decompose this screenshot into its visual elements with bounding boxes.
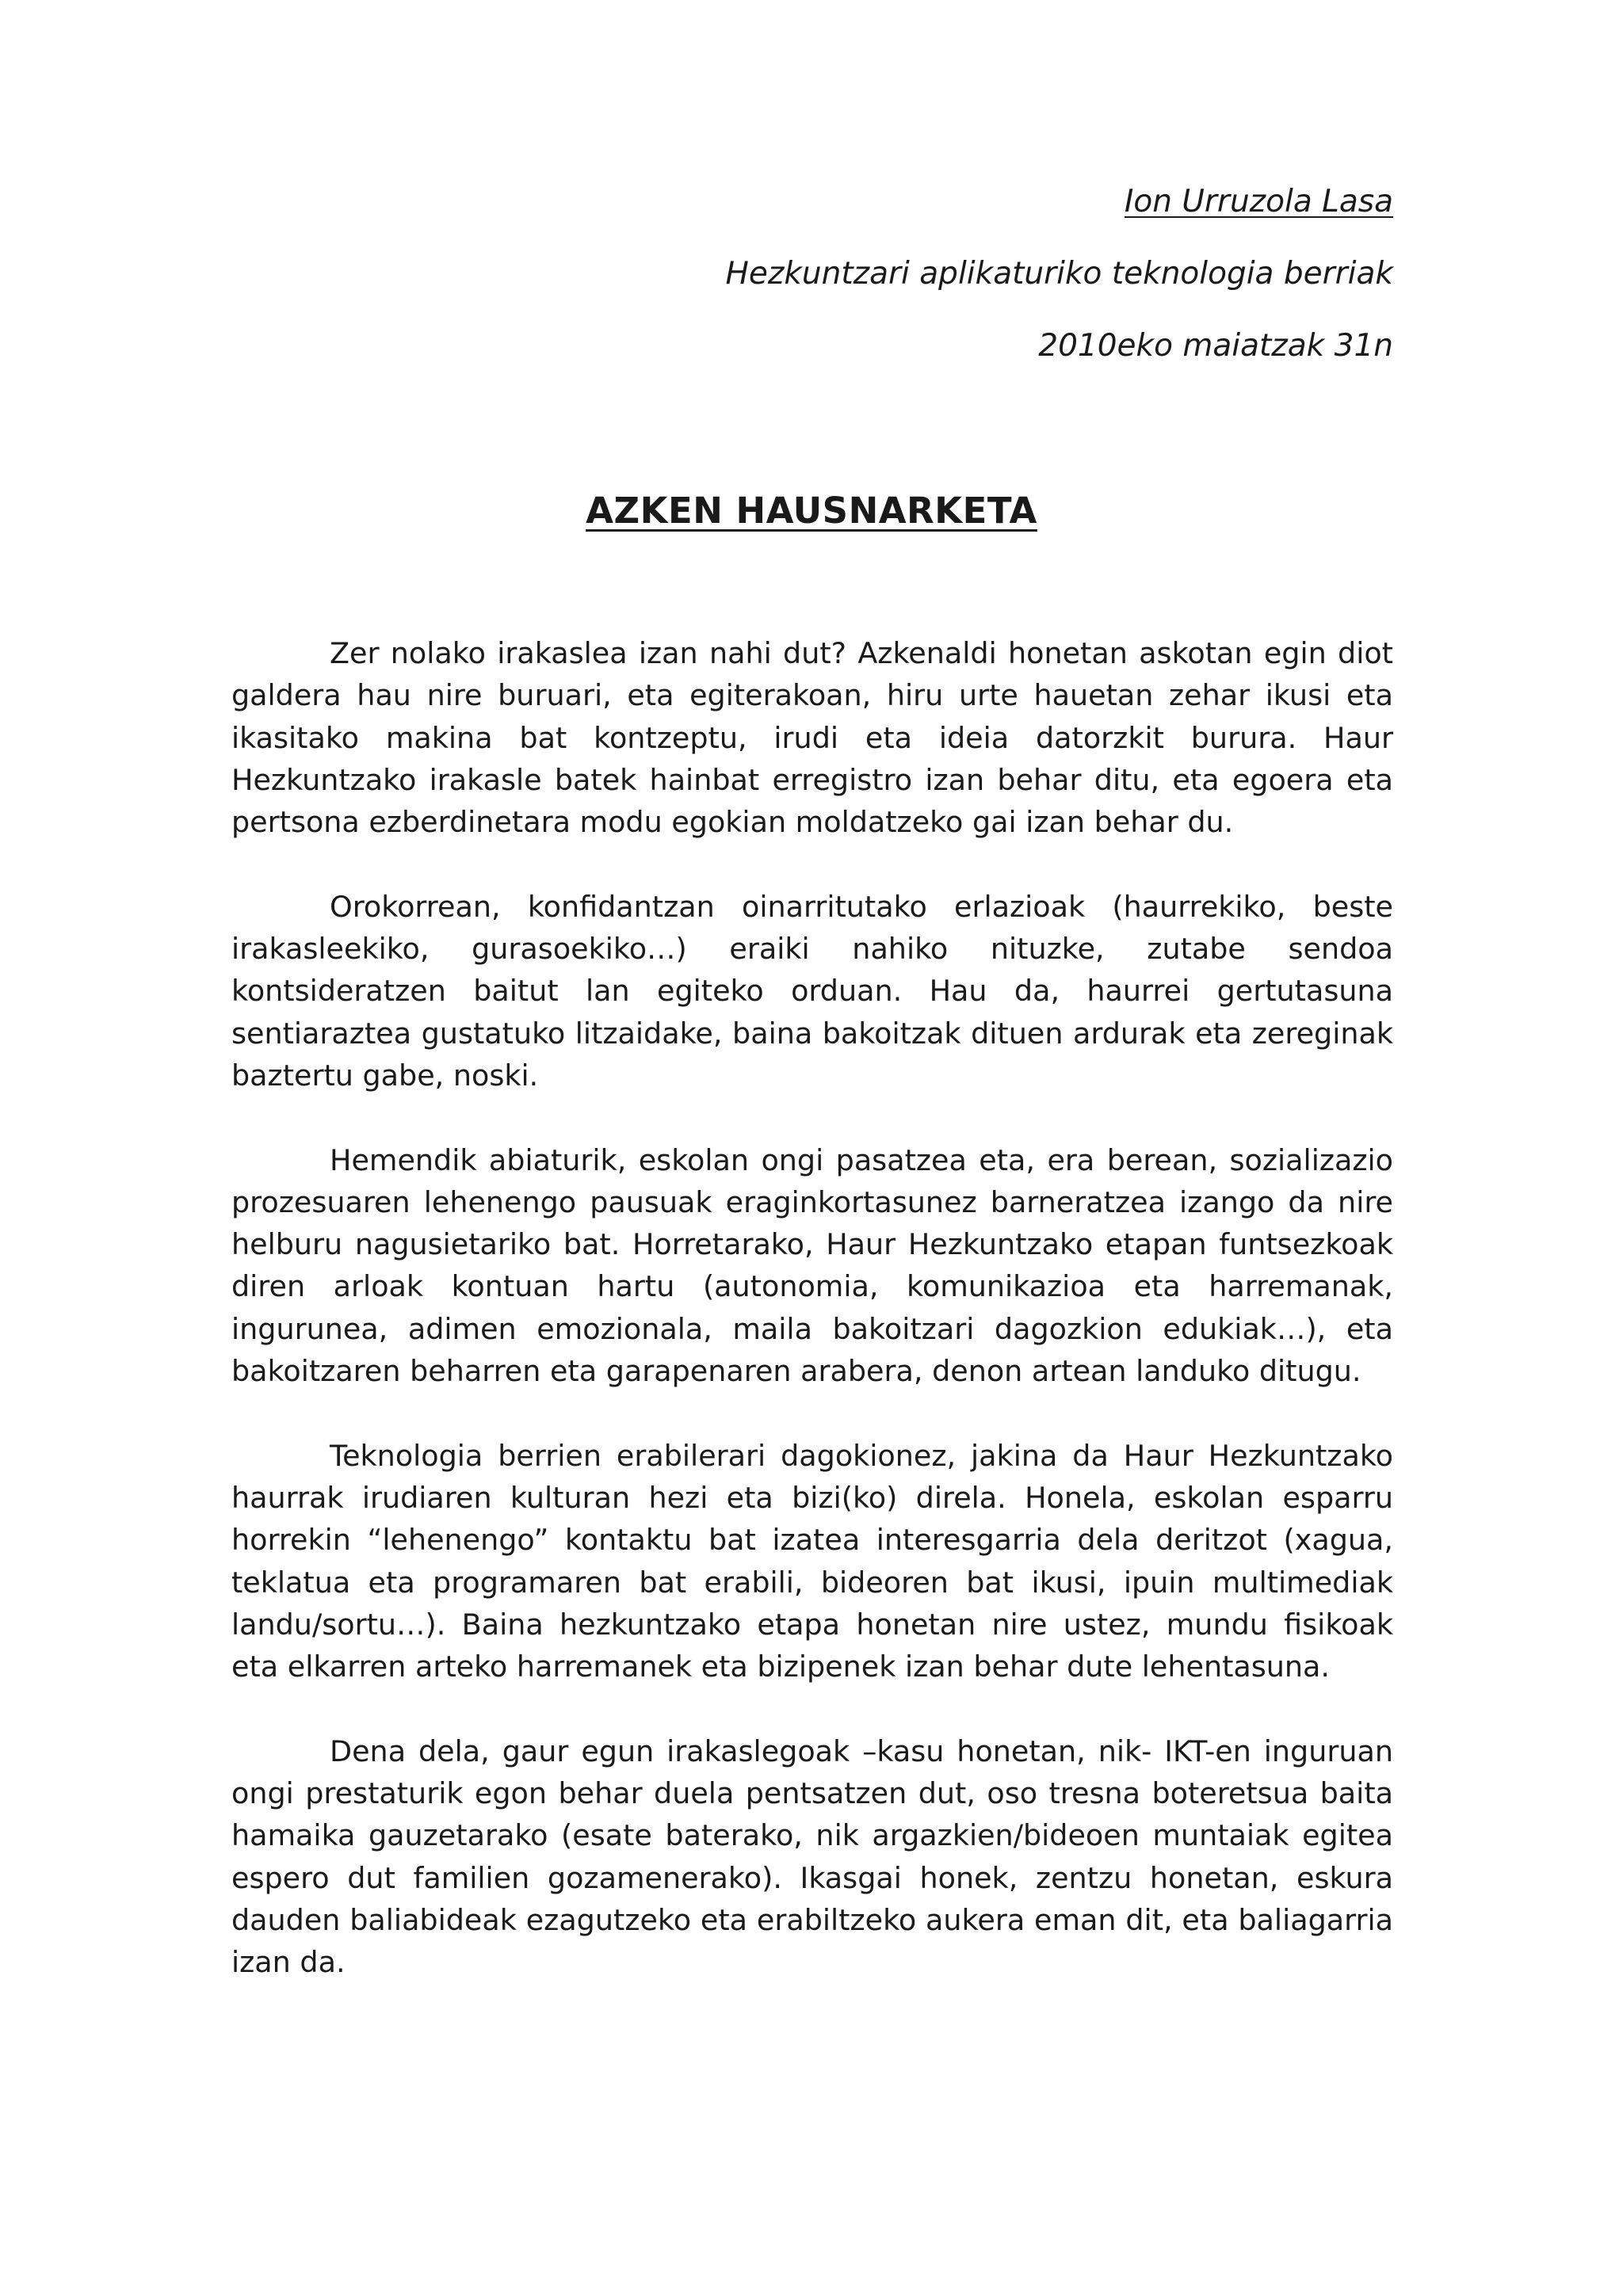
- course-name: Hezkuntzari aplikaturiko teknologia berriak: [725, 256, 1393, 292]
- author-name: Ion Urruzola Lasa: [1124, 184, 1393, 219]
- document-header: [725, 184, 1393, 364]
- paragraph: Zer nolako irakaslea izan nahi dut? Azkenaldi honetan askotan egin diot galdera hau nire buruari, eta egiterakoan, hiru urte hauetan zehar ikusi eta ikasitako makina bat kontzeptu, irudi eta ideia datorzkit burura. Haur Hezkuntzako irakasle batek hainbat erregistro izan behar ditu, eta egoera eta pertsona ezberdinetara modu egokian moldatzeko gai izan behar du.: [231, 636, 1393, 840]
- paragraph: Dena dela, gaur egun irakaslegoak –kasu honetan, nik- IKT-en inguruan ongi prestaturik egon behar duela pentsatzen dut, oso tresna boteretsua baita hamaika gauzetarako (esate baterako, nik argazkien/bideoen muntaiak egitea espero dut familien gozamenerako). Ikasgai honek, zentzu honetan, eskura dauden baliabideak ezagutzeko eta erabiltzeko aukera eman dit, eta baliagarria izan da.: [231, 1733, 1393, 1980]
- paragraph: Teknologia berrien erabilerari dagokionez, jakina da Haur Hezkuntzako haurrak irudiaren kulturan hezi eta bizi(ko) direla. Honela, eskolan esparru horrekin “lehenengo” kontaktu bat izatea interesgarria dela deritzot (xagua, teklatua eta programaren bat erabili, bideoren bat ikusi, ipuin multimediak landu/sortu…). Baina hezkuntzako etapa honetan nire ustez, mundu fisikoak eta elkarren arteko harremanek eta bizipenek izan behar dute lehentasuna.: [231, 1438, 1393, 1684]
- document-body: [231, 632, 1393, 2026]
- document-title: AZKEN HAUSNARKETA: [586, 490, 1037, 532]
- paragraph: Hemendik abiaturik, eskolan ongi pasatzea eta, era berean, sozializazio prozesuaren lehenengo pausuak eraginkortasunez barneratzea izango da nire helburu nagusietariko bat. Horretarako, Haur Hezkuntzako etapan funtsezkoak diren arloak kontuan hartu (autonomia, komunikazioa eta harremanak, ingurunea, adimen emozionala, maila bakoitzari dagozkion edukiak…), eta bakoitzaren beharren eta garapenaren arabera, denon artean landuko ditugu.: [231, 1142, 1393, 1389]
- document-date: 2010eko maiatzak 31n: [1038, 328, 1393, 364]
- paragraph: Orokorrean, konfidantzan oinarritutako erlazioak (haurrekiko, beste irakasleekiko, gurasoekiko…) eraiki nahiko nituzke, zutabe sendoa kontsideratzen baitut lan egiteko orduan. Hau da, haurrei gertutasuna sentiaraztea gustatuko litzaidake, baina bakoitzak dituen ardurak eta zereginak baztertu gabe, noski.: [231, 889, 1393, 1093]
